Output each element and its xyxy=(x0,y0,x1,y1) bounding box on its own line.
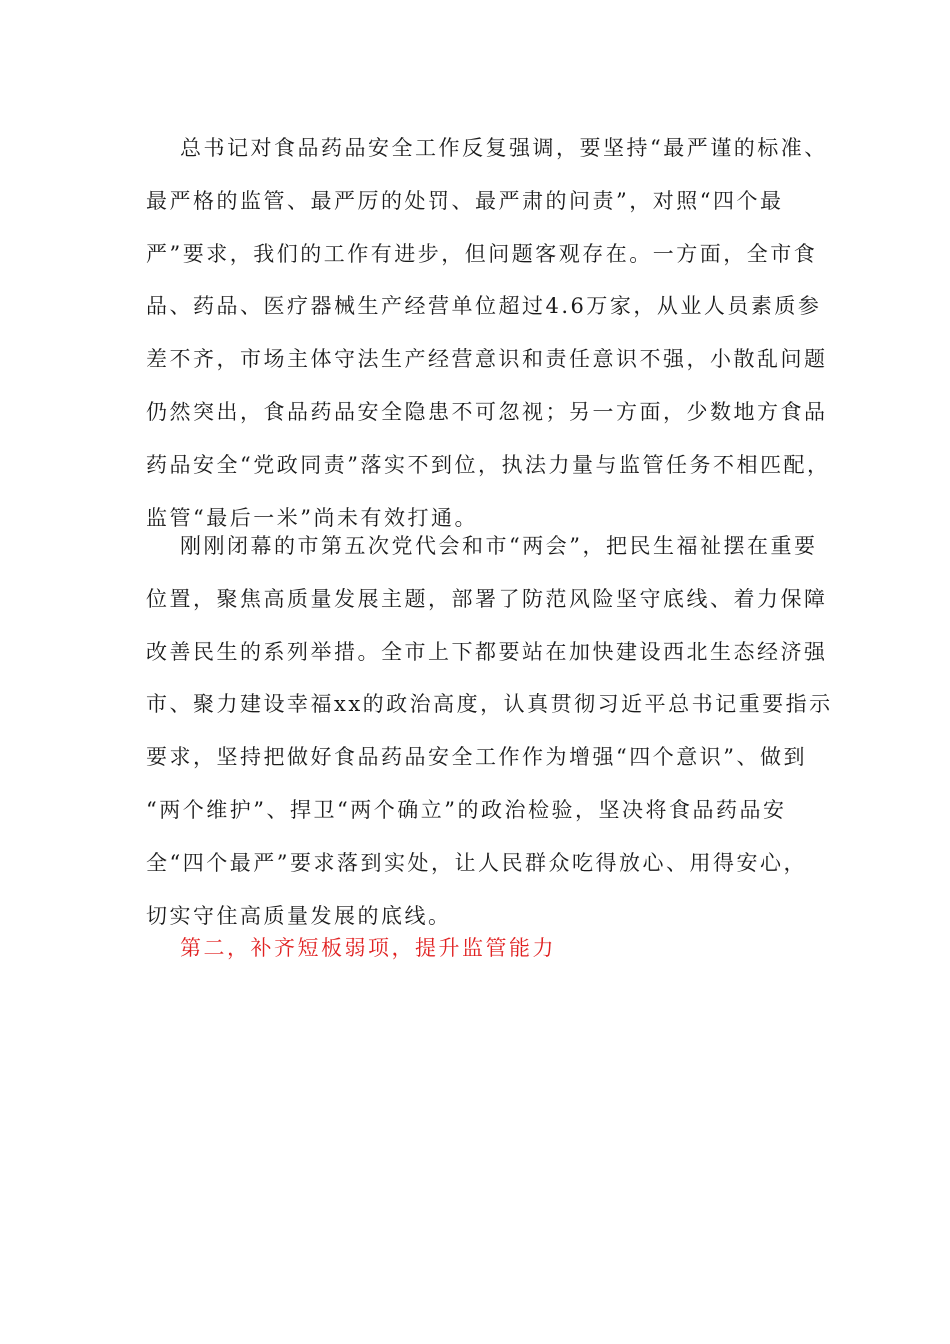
paragraph-line: 监管“最后一米”尚未有效打通。 xyxy=(146,505,478,530)
paragraph-line: 总书记对食品药品安全工作反复强调，要坚持“最严谨的标准、 xyxy=(180,136,828,160)
paragraph-line: 仍然突出，食品药品安全隐患不可忽视；另一方面，少数地方食品 xyxy=(146,399,828,424)
paragraph-2 xyxy=(146,520,833,942)
paragraph-line: 药品安全“党政同责”落实不到位，执法力量与监管任务不相匹配， xyxy=(146,452,831,477)
paragraph-line: “两个维护”、捍卫“两个确立”的政治检验，坚决将食品药品安 xyxy=(146,797,787,822)
paragraph-1 xyxy=(146,122,831,544)
paragraph-line: 市、聚力建设幸福xx的政治高度，认真贯彻习近平总书记重要指示 xyxy=(146,692,833,717)
paragraph-line: 改善民生的系列举措。全市上下都要站在加快建设西北生态经济强 xyxy=(146,639,828,664)
section-heading: 第二，补齐短板弱项，提升监管能力 xyxy=(180,936,556,960)
paragraph-line: 差不齐，市场主体守法生产经营意识和责任意识不强，小散乱问题 xyxy=(146,347,828,372)
paragraph-line: 要求，坚持把做好食品药品安全工作作为增强“四个意识”、做到 xyxy=(146,745,807,770)
paragraph-line: 全“四个最严”要求落到实处，让人民群众吃得放心、用得安心， xyxy=(146,850,807,875)
paragraph-line: 品、药品、医疗器械生产经营单位超过4.6万家，从业人员素质参 xyxy=(146,294,822,319)
paragraph-line: 切实守住高质量发展的底线。 xyxy=(146,903,452,928)
paragraph-line: 位置，聚焦高质量发展主题，部署了防范风险坚守底线、着力保障 xyxy=(146,586,828,611)
paragraph-line: 严”要求，我们的工作有进步，但问题客观存在。一方面，全市食 xyxy=(146,241,818,266)
paragraph-line: 最严格的监管、最严厉的处罚、最严肃的问责”，对照“四个最 xyxy=(146,188,784,213)
paragraph-line: 刚刚闭幕的市第五次党代会和市“两会”，把民生福祉摆在重要 xyxy=(180,534,818,558)
